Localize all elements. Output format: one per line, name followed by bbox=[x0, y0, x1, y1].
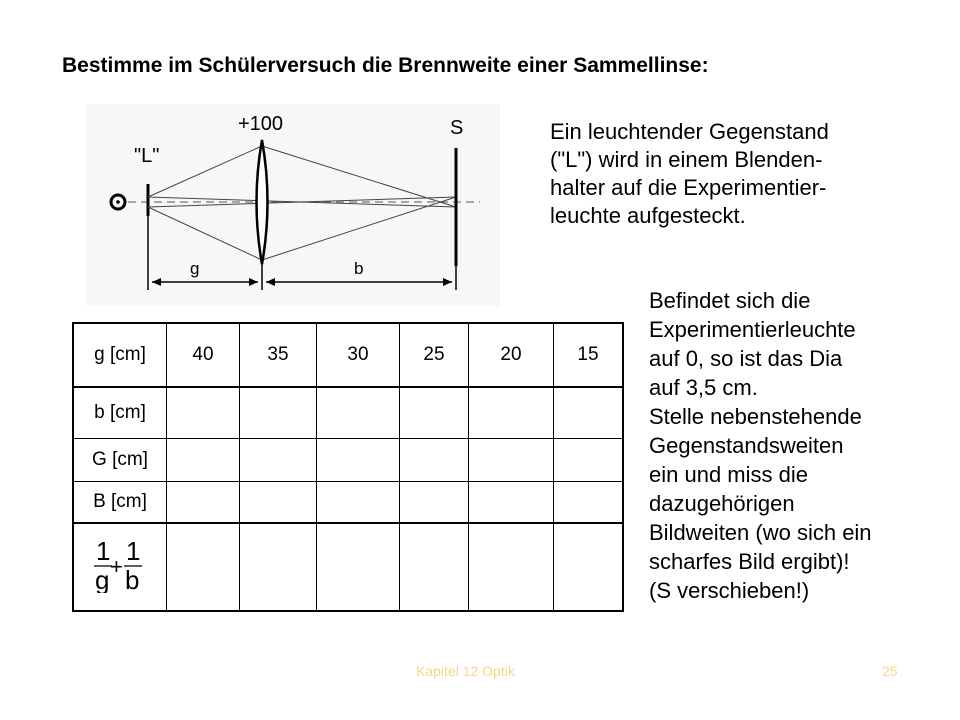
row-label-G: G [cm] bbox=[73, 439, 167, 482]
row-label-B: B [cm] bbox=[73, 482, 167, 524]
empty-cell bbox=[554, 439, 624, 482]
empty-cell bbox=[317, 439, 400, 482]
reciprocal-sum-formula bbox=[90, 535, 150, 593]
measurement-table bbox=[72, 322, 624, 612]
row-label-b: b [cm] bbox=[73, 387, 167, 439]
header-cell: 15 bbox=[554, 323, 624, 387]
instructions-text: Befindet sich die Experimentierleuchte auf 0, so ist das Dia auf 3,5 cm. Stelle nebenstehende Gegenstandsweiten ein und miss die dazugehörigen Bildweiten (wo sich ein scharfes Bild ergibt)! (S verschieben!) bbox=[649, 288, 872, 603]
intro-text: Ein leuchtender Gegenstand ("L") wird in einem Blenden- halter auf die Experimentier- leuchte aufgesteckt. bbox=[550, 119, 829, 228]
b-label: b bbox=[354, 259, 364, 278]
formula-numerator-right: 1 bbox=[126, 536, 141, 566]
empty-cell bbox=[469, 387, 554, 439]
empty-cell bbox=[317, 482, 400, 524]
footer-chapter: Kapitel 12 Optik bbox=[416, 663, 515, 679]
empty-cell bbox=[400, 482, 469, 524]
g-label: g bbox=[190, 259, 200, 278]
lens-label: +100 bbox=[238, 113, 284, 135]
empty-cell bbox=[240, 482, 317, 524]
table-row-b bbox=[73, 387, 623, 439]
empty-cell bbox=[400, 523, 469, 611]
formula-denominator-left: g bbox=[95, 565, 110, 593]
empty-cell bbox=[554, 387, 624, 439]
formula-numerator-left: 1 bbox=[96, 536, 111, 566]
formula-denominator-right: b bbox=[125, 565, 140, 593]
header-cell: 30 bbox=[317, 323, 400, 387]
object-label: "L" bbox=[134, 145, 160, 167]
header-cell: 25 bbox=[400, 323, 469, 387]
empty-cell bbox=[167, 439, 240, 482]
empty-cell bbox=[554, 482, 624, 524]
slide-title: Bestimme im Schülerversuch die Brennweite einer Sammellinse: bbox=[62, 54, 709, 77]
lens-setup-diagram bbox=[86, 104, 500, 306]
empty-cell bbox=[240, 439, 317, 482]
table-row-B bbox=[73, 482, 623, 524]
row-label-formula bbox=[73, 523, 167, 611]
formula-operator: + bbox=[110, 554, 123, 579]
light-source-center bbox=[116, 200, 120, 204]
table-row-formula bbox=[73, 523, 623, 611]
empty-cell bbox=[469, 523, 554, 611]
empty-cell bbox=[167, 387, 240, 439]
converging-lens bbox=[257, 140, 268, 264]
screen-label: S bbox=[450, 117, 464, 139]
empty-cell bbox=[400, 387, 469, 439]
empty-cell bbox=[317, 387, 400, 439]
empty-cell bbox=[167, 523, 240, 611]
header-cell: 20 bbox=[469, 323, 554, 387]
empty-cell bbox=[167, 482, 240, 524]
table-header-row bbox=[73, 323, 623, 387]
empty-cell bbox=[240, 387, 317, 439]
header-cell-g: g [cm] bbox=[73, 323, 167, 387]
table-row-G bbox=[73, 439, 623, 482]
empty-cell bbox=[469, 439, 554, 482]
empty-cell bbox=[240, 523, 317, 611]
empty-cell bbox=[400, 439, 469, 482]
header-cell: 40 bbox=[167, 323, 240, 387]
empty-cell bbox=[469, 482, 554, 524]
header-cell: 35 bbox=[240, 323, 317, 387]
empty-cell bbox=[317, 523, 400, 611]
footer-page-number: 25 bbox=[882, 663, 898, 679]
empty-cell bbox=[554, 523, 624, 611]
